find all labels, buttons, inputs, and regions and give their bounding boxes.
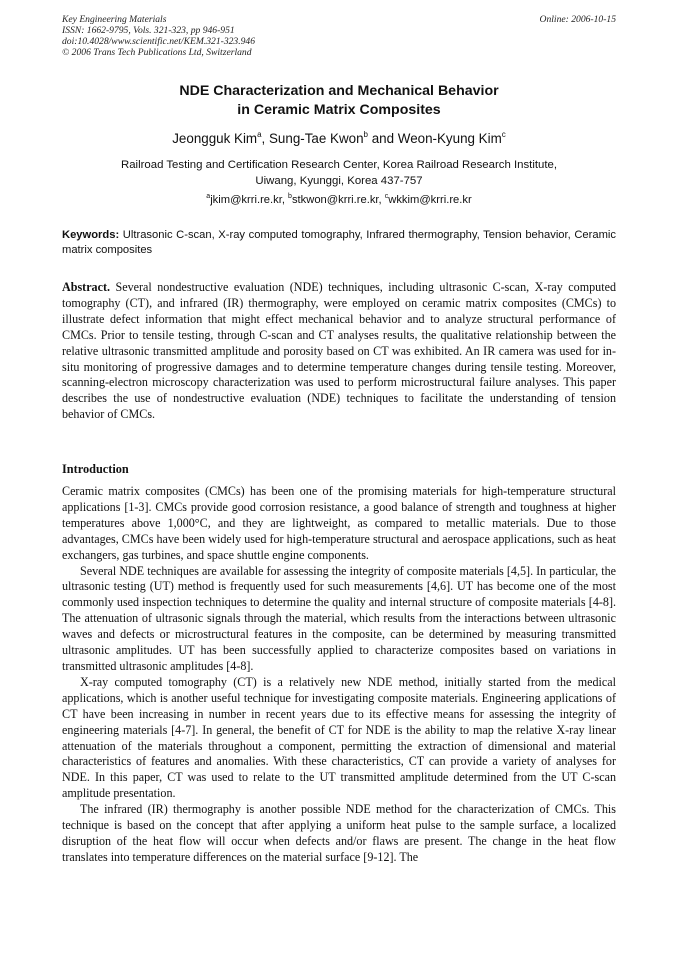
doi-line: doi:10.4028/www.scientific.net/KEM.321-323.946 (62, 36, 256, 47)
email-3-mark: c (384, 193, 389, 200)
introduction-body (62, 484, 616, 866)
email-list (62, 193, 616, 207)
paper-title (62, 82, 616, 120)
author-1: Jeongguk Kim (172, 131, 258, 146)
title-line-2: in Ceramic Matrix Composites (237, 102, 441, 118)
journal-header (62, 14, 616, 58)
email-2[interactable]: stkwon@krri.re.kr, (291, 194, 385, 206)
paragraph: The infrared (IR) thermography is another possible NDE method for the characterization of CMCs. This technique is based on the concept that after applying a uniform heat pulse to the sample surface, a localized disruption of the heat flow will occur when defects and/or flaws are present. The change in the heat flow translates into temperature differences on the material surface [9-12]. The (62, 802, 616, 864)
affiliation (62, 157, 616, 189)
paragraph: Several NDE techniques are available for assessing the integrity of composite materials [4,5]. In particular, the ultrasonic testing (UT) method is frequently used for such measurements [4,6]. UT has become one of the most commonly used inspection techniques to determine the quality and internal structure of composite materials [4-8]. The attenuation of ultrasonic signals through the material, which results from the interactions between ultrasonic waves and defects or microstructural features in the composite, can be determined by measuring transmitted ultrasonic amplitudes. UT has been successfully applied to characterize composites based on variations in transmitted ultrasonic amplitudes [4-8]. (62, 563, 616, 673)
keywords-text: Ultrasonic C-scan, X-ray computed tomography, Infrared thermography, Tension behavior, Ceramic matrix composites (62, 229, 616, 256)
author-3-mark: c (501, 130, 506, 139)
title-line-1: NDE Characterization and Mechanical Behavior (179, 83, 499, 99)
email-1[interactable]: jkim@krri.re.kr, (210, 194, 289, 206)
affiliation-line-1: Railroad Testing and Certification Research Center, Korea Railroad Research Institute, (120, 159, 558, 171)
journal-name: Key Engineering Materials (62, 14, 167, 25)
affiliation-line-2: Uiwang, Kyunggi, Korea 437-757 (255, 175, 423, 187)
author-2: Sung-Tae Kwon (269, 131, 364, 146)
section-heading-introduction: Introduction (62, 462, 129, 476)
online-date: Online: 2006-10-15 (539, 14, 616, 25)
author-1-mark: a (257, 130, 262, 139)
keywords-label: Keywords: (62, 229, 120, 241)
author-separator: and (368, 131, 398, 146)
author-separator: , (261, 131, 269, 146)
email-2-mark: b (288, 193, 292, 200)
paragraph: Ceramic matrix composites (CMCs) has been one of the promising materials for high-temperature structural applications [1-3]. CMCs provide good corrosion resistance, a good balance of strength and toughness at higher temperatures above 1,000°C, and they are lightweight, as compared to metallic materials. Due to those advantages, CMCs have been widely used for high-temperature structural and aerospace applications, such as heat exchangers, gas turbines, and space shuttle engine components. (62, 484, 616, 562)
abstract (62, 280, 616, 423)
email-1-mark: a (206, 193, 211, 200)
author-3: Weon-Kyung Kim (397, 131, 502, 146)
abstract-label: Abstract. (62, 280, 111, 294)
author-list (62, 130, 616, 147)
keywords (62, 228, 616, 258)
abstract-text: Several nondestructive evaluation (NDE) techniques, including ultrasonic C-scan, X-ray computed tomography (CT), and infrared (IR) thermography, were employed on ceramic matrix composites (CMCs) to illustrate defect information that might effect mechanical behavior and to analyze structural performance of CMCs. Prior to tensile testing, through C-scan and CT analyses results, the qualitative relationship between the relative ultrasonic transmitted amplitude and porosity based on CT was exhibited. An IR camera was used for in-situ monitoring of progressive damages and to determine temperature changes during tensile testing. Moreover, scanning-electron microscopy characterization was used to perform microstructural failure analyses. This paper describes the use of nondestructive evaluation (NDE) techniques to facilitate the understanding of tension behavior of CMCs. (62, 280, 616, 422)
paragraph: X-ray computed tomography (CT) is a relatively new NDE method, initially started from the medical applications, which is another useful technique for investigating composite materials. Engineering applications of CT have been increasing in number in recent years due to its effective means for assessing the integrity of engineering materials [4-7]. In general, the benefit of CT for NDE is the ability to map the relative X-ray linear attenuation of the materials throughout a component, permitting the extraction of dimensional and material characteristics of features and anomalies. With these characteristics, CT can provide a variety of analyses for NDE. In this paper, CT was used to relate to the UT transmitted amplitude determined from the UT C-scan amplitude presentation. (62, 674, 616, 801)
copyright-line: © 2006 Trans Tech Publications Ltd, Switzerland (62, 47, 252, 58)
author-2-mark: b (363, 130, 368, 139)
issn-line: ISSN: 1662-9795, Vols. 321-323, pp 946-951 (62, 25, 235, 36)
email-3[interactable]: wkkim@krri.re.kr (388, 194, 472, 206)
